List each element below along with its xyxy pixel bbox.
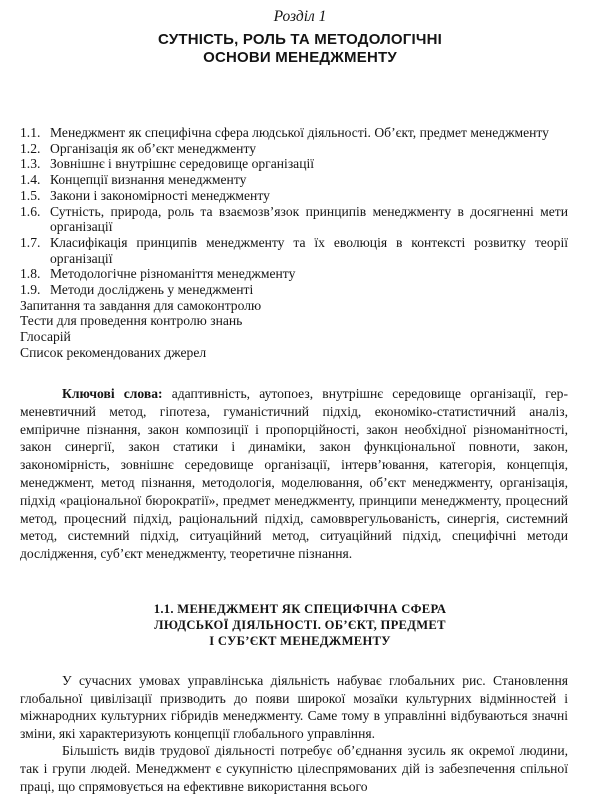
section-heading-line-3: І СУБ’ЄКТ МЕНЕДЖМЕНТУ	[209, 634, 391, 648]
section-label: Розділ 1	[273, 8, 327, 25]
toc-item	[20, 266, 568, 282]
toc-item-number: 1.1.	[20, 125, 41, 140]
toc-item-text: Зовнішнє і внутрішнє середовище організації	[50, 156, 315, 172]
keywords-label: Ключові слова:	[62, 386, 163, 401]
keywords-text: адаптивність, аутопоез, внутрішнє середовище організації, герменевтичний метод, гіпотеза, гуманістичний підхід, економіко-статистичний аналіз, емпіричне пізнання, закон композиції і пропорційності, закон необхідної різноманітності, закон синергії, закон статики і динаміки, закон функціональної повноти, закон, закономірність, зовнішнє середовище організації, інтерв’ювання, категорія, концепція, менеджмент, метод пізнання, методологія, моделювання, об’єкт менеджменту, організація, підхід «раціональної бюрократії», предмет менеджменту, принципи менеджменту, процесний метод, процесний підхід, раціональний підхід, самовврегульованість, синергія, системний метод, системний підхід, ситуаційний метод, ситуаційний підхід, специфічні методи дослідження, суб’єкт менеджменту, теоретичне пізнання.	[20, 386, 568, 562]
toc-item-number: 1.3.	[20, 156, 41, 172]
toc-item	[20, 282, 568, 298]
toc-item-text: Менеджмент як специфічна сфера людської діяльності. Об’єкт, предмет менеджменту	[50, 125, 549, 140]
toc-item-references: Список рекомендованих джерел	[20, 344, 207, 360]
chapter-title-line-1: СУТНІСТЬ, РОЛЬ ТА МЕТОДОЛОГІЧНІ	[157, 31, 442, 48]
toc-item	[20, 188, 568, 204]
keywords-paragraph	[20, 385, 568, 563]
section-heading	[0, 601, 600, 649]
toc-item	[20, 125, 568, 141]
toc-item-text: Сутність, природа, роль та взаємозв’язок принципів менеджменту в досягненні мети організації	[50, 203, 568, 235]
toc-item	[20, 235, 568, 266]
table-of-contents	[20, 125, 568, 361]
toc-item-tests: Тести для проведення контролю знань	[20, 313, 243, 329]
toc-item-text: Концепції визнання менеджменту	[50, 172, 247, 188]
toc-item-text: Класифікація принципів менеджменту та їх еволюція в контексті розвитку теорії організації	[50, 234, 568, 266]
toc-item-number: 1.8.	[20, 266, 41, 282]
toc-item-number: 1.6.	[20, 203, 41, 219]
toc-item-number: 1.2.	[20, 140, 41, 156]
toc-item-text: Організація як об’єкт менеджменту	[50, 140, 257, 156]
toc-item-questions: Запитання та завдання для самоконтролю	[20, 297, 262, 313]
body-paragraph-1: У сучасних умовах управлінська діяльність набуває глобальних рис. Становлення глобальної цивілізації призводить до появи широкої мозаїки культурних відмінностей і міжнародних культурних гібридів менеджменту. Саме тому в управлінні відбуваються значні зміни, які характеризують концепції глобального управління.	[20, 673, 568, 741]
toc-item	[20, 172, 568, 188]
toc-item	[20, 204, 568, 235]
toc-item-number: 1.9.	[20, 282, 41, 298]
body-paragraph-2: Більшість видів трудової діяльності потребує об’єднання зусиль як окремої людини, так і групи людей. Менеджмент є сукупністю цілеспрямованих дій із забезпечення спільної праці, що спрямовується на ефективне використання всього	[20, 743, 568, 794]
chapter-title-line-2: ОСНОВИ МЕНЕДЖМЕНТУ	[203, 49, 397, 66]
toc-item-text: Методи досліджень у менеджменті	[50, 282, 254, 298]
toc-item-number: 1.4.	[20, 172, 41, 188]
toc-item-text: Закони і закономірності менеджменту	[50, 187, 270, 203]
section-heading-line-1: 1.1. МЕНЕДЖМЕНТ ЯК СПЕЦИФІЧНА СФЕРА	[153, 602, 447, 616]
toc-item-number: 1.5.	[20, 187, 41, 203]
toc-item-text: Методологічне різноманіття менеджменту	[50, 266, 296, 282]
toc-item	[20, 156, 568, 172]
toc-item-number: 1.7.	[20, 234, 41, 250]
section-heading-line-2: ЛЮДСЬКОЇ ДІЯЛЬНОСТІ. ОБ’ЄКТ, ПРЕДМЕТ	[154, 618, 446, 632]
body-text	[20, 672, 568, 795]
toc-item-glossary: Глосарій	[20, 329, 71, 345]
chapter-title	[0, 31, 600, 67]
toc-item	[20, 141, 568, 157]
